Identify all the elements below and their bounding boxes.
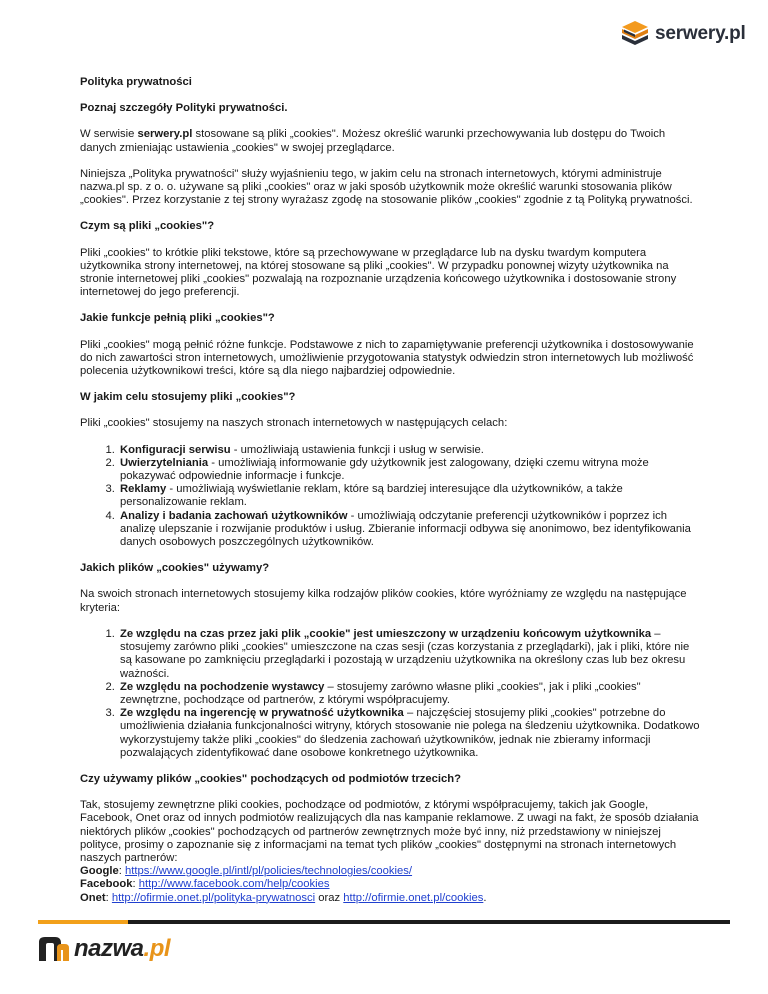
list-item: 1. Konfiguracji serwisu - umożliwiają ustawienia funkcji i usług w serwisie. — [118, 444, 700, 457]
serwery-logo — [620, 20, 746, 48]
nazwa-logo — [36, 934, 170, 964]
serwery-logo-text: serwery.pl — [655, 23, 746, 44]
nazwa-logo-text: nazwa.pl — [74, 935, 171, 962]
section-text-cookie-functions: Pliki „cookies" mogą pełnić różne funkcje. Podstawowe z nich to zapamiętywanie preferencji użytkownika i dostosowywanie do nich zawartości stron internetowych, umożliwienie przygotowania statystyk odwiedzin stron internetowych lub możliwość polecenia użytkownikowi treści, które są dla niego najbardziej odpowiednie. — [80, 338, 694, 378]
list-item: 1. Ze względu na czas przez jaki plik „cookie" jest umieszczony w urządzeniu końcowym użytkownika – stosujemy zarówno pliki „cookies" umieszczone na czas sesji (czas korzystania z przeglądarki), jak i pliki, które nie są kasowane po zamknięciu przeglądarki i pozostają w urządzeniu użytkownika na określony czas lub bez okresu ważności. — [118, 628, 700, 681]
onet-cookies-link[interactable]: http://ofirmie.onet.pl/cookies — [343, 891, 484, 904]
third-party-section — [80, 799, 700, 905]
section-text-third-party: Tak, stosujemy zewnętrzne pliki cookies, pochodzące od podmiotów, z którymi współpracujemy, takich jak Google, Facebook, Onet oraz od innych podmiotów realizujących dla nas kampanie reklamowe. Z uwagi na fakt, że sposób działania niektórych plików „cookies" pochodzących od partnerów zewnętrznych może być inny, niż przedstawiony w niniejszej polityce, prosimy o zapoznanie się z informacjami na temat tych plików „cookies" dostępnymi na stronach internetowych naszych partnerów: — [80, 799, 699, 864]
nazwa-n-icon — [36, 934, 72, 964]
facebook-link-line: Facebook: http://www.facebook.com/help/cookies — [80, 878, 330, 891]
list-item: 4. Analizy i badania zachowań użytkowników - umożliwiają odczytanie preferencji użytkowników i poprzez ich analizę ulepszanie i rozwijanie produktów i usług. Zbieranie informacji odbywa się anonimowo, bez identyfikowania danych osobowych poszczególnych użytkowników. — [118, 510, 700, 550]
facebook-cookies-link[interactable]: http://www.facebook.com/help/cookies — [138, 878, 330, 891]
onet-privacy-link[interactable]: http://ofirmie.onet.pl/polityka-prywatnosci — [111, 891, 316, 904]
list-item: 2. Uwierzytelniania - umożliwiają informowanie gdy użytkownik jest zalogowany, dzięki czemu witryna może pokazywać odpowiednie informacje i funkcje. — [118, 457, 700, 483]
section-heading-what-are-cookies: Czym są pliki „cookies"? — [80, 220, 215, 233]
server-stack-icon — [620, 20, 650, 48]
purpose-list — [80, 444, 700, 550]
footer-divider — [38, 920, 730, 924]
section-heading-cookie-types: Jakich plików „cookies" używamy? — [80, 562, 270, 575]
section-text-cookie-purpose: Pliki „cookies" stosujemy na naszych stronach internetowych w następujących celach: — [80, 417, 508, 430]
page-title: Polityka prywatności — [80, 76, 192, 88]
onet-link-line: Onet: http://ofirmie.onet.pl/polityka-prywatnosci oraz http://ofirmie.onet.pl/cookies. — [80, 891, 487, 904]
google-cookies-link[interactable]: https://www.google.pl/intl/pl/policies/technologies/cookies/ — [125, 865, 413, 878]
footer-divider-accent — [38, 920, 128, 924]
brand-name: serwery.pl — [137, 128, 193, 141]
criteria-list — [80, 628, 700, 760]
section-heading-cookie-functions: Jakie funkcje pełnią pliki „cookies"? — [80, 312, 275, 325]
intro-paragraph-1: W serwisie serwery.pl stosowane są pliki „cookies". Możesz określić warunki przechowywania lub dostępu do Twoich danych zmieniając ustawienia „cookies" w swojej przeglądarce. — [80, 128, 666, 154]
section-text-cookie-types: Na swoich stronach internetowych stosujemy kilka rodzajów plików cookies, które wyróżniamy ze względu na następujące kryteria: — [80, 588, 687, 614]
list-item: 3. Reklamy - umożliwiają wyświetlanie reklam, które są bardziej interesujące dla użytkowników, a także personalizowanie reklam. — [118, 483, 700, 509]
policy-content — [80, 76, 700, 905]
page-subtitle: Poznaj szczegóły Polityki prywatności. — [80, 102, 288, 115]
google-link-line: Google: https://www.google.pl/intl/pl/policies/technologies/cookies/ — [80, 865, 413, 878]
section-heading-third-party: Czy używamy plików „cookies" pochodzących od podmiotów trzecich? — [80, 772, 462, 785]
section-heading-cookie-purpose: W jakim celu stosujemy pliki „cookies"? — [80, 391, 296, 404]
intro-paragraph-2: Niniejsza „Polityka prywatności" służy wyjaśnieniu tego, w jakim celu na stronach internetowych, którymi administruje nazwa.pl sp. z o. o. używane są pliki „cookies" oraz w jaki sposób użytkownik może określić warunki stosowania plików „cookies". Przez korzystanie z tej strony wyrażasz zgodę na stosowanie plików „cookies" zgodnie z tą Polityką prywatności. — [80, 167, 693, 207]
list-item: 2. Ze względu na pochodzenie wystawcy – stosujemy zarówno własne pliki „cookies", jak i pliki „cookies" zewnętrzne, pochodzące od partnerów, z którymi współpracujemy. — [118, 681, 700, 707]
section-text-what-are-cookies: Pliki „cookies" to krótkie pliki tekstowe, które są przechowywane w przeglądarce lub na dysku twardym komputera użytkownika strony internetowej, na której stosowane są pliki „cookies". W przypadku ponownej wizyty użytkownika na stronie internetowej pliki „cookies" pozwalają na rozpoznanie urządzenia końcowego użytkownika i dostosowanie strony internetowej do jego preferencji. — [80, 246, 677, 299]
list-item: 3. Ze względu na ingerencję w prywatność użytkownika – najczęściej stosujemy pliki „cookies" potrzebne do umożliwienia działania funkcjonalności witryny, których stosowanie nie polega na śledzeniu użytkownika. Dodatkowo wykorzystujemy także pliki „cookies" do śledzenia zachowań użytkowników, jednak nie zbieramy informacji pozwalających zidentyfikować dane osobowe konkretnego użytkownika. — [118, 707, 700, 760]
